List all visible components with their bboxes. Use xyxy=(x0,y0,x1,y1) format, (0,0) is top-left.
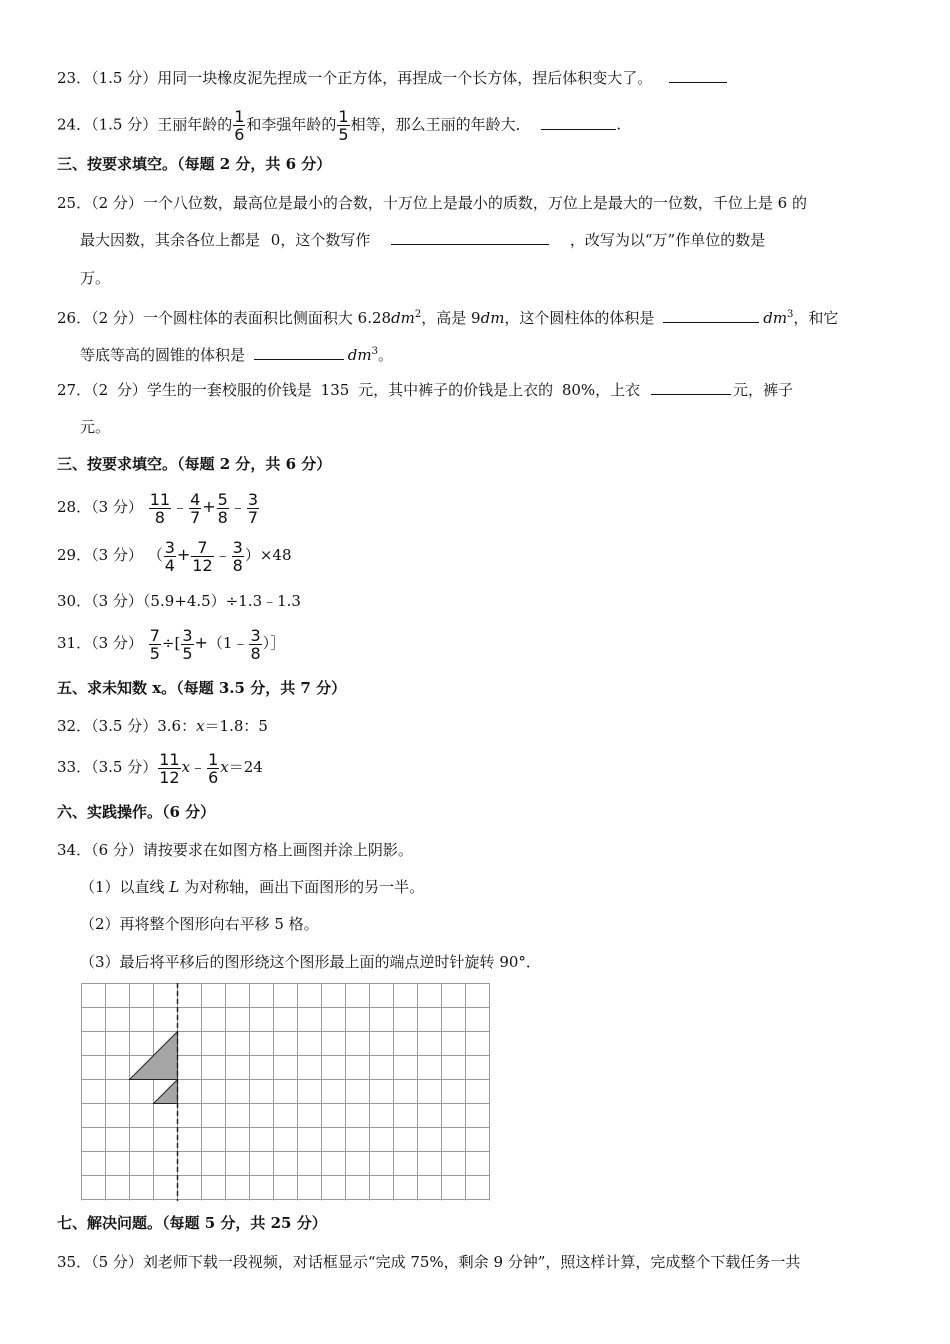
section-heading: 三、按要求填空。（每题 2 分，共 6 分） xyxy=(57,155,332,173)
unit: dm xyxy=(347,346,372,364)
square-grid-figure[interactable] xyxy=(81,983,491,1201)
question-number: 29． xyxy=(57,546,92,564)
question-32 xyxy=(57,716,268,736)
question-text: （2 分）一个圆柱体的表面积比侧面积大 6.28 xyxy=(91,309,392,327)
fraction: $\frac{3}{7}$ xyxy=(247,489,259,527)
fraction: $\frac{11}{8}$ xyxy=(149,489,171,527)
question-text: ，改写为以“万”作单位的数是 xyxy=(569,231,766,249)
question-text: （2 分）一个八位数，最高位是最小的合数，十万位上是最小的质数，万位上是最大的一位数，千位上是 6 的 xyxy=(91,194,807,212)
question-text: 等底等高的圆锥的体积是 xyxy=(80,346,246,364)
question-text: ＝1.8：5 xyxy=(204,717,268,735)
question-26 xyxy=(57,305,838,328)
section-heading: 七、解决问题。（每题 5 分，共 25 分） xyxy=(57,1214,327,1232)
answer-blank[interactable] xyxy=(541,115,616,130)
period: 。 xyxy=(378,346,394,364)
question-number: 27． xyxy=(57,381,92,399)
fraction: $\frac{7}{12}$ xyxy=(192,537,213,575)
answer-blank[interactable] xyxy=(391,230,549,245)
section-heading: 五、求未知数 x。（每题 3.5 分，共 7 分） xyxy=(57,679,347,697)
question-25-line-2 xyxy=(80,230,765,250)
fraction: $\frac{3}{8}$ xyxy=(250,625,261,663)
fraction: $\frac{3}{8}$ xyxy=(232,537,243,575)
question-text: （3.5 分）3.6： xyxy=(91,717,197,735)
variable: x xyxy=(220,758,229,776)
question-number: 34． xyxy=(57,841,92,859)
question-number: 31． xyxy=(57,634,92,652)
question-text: ）×48 xyxy=(244,546,292,564)
fraction: $\frac{1}{5}$ xyxy=(338,107,349,144)
question-35 xyxy=(57,1252,800,1272)
fraction: $\frac{1}{6}$ xyxy=(234,107,245,144)
unit: dm xyxy=(763,309,788,327)
question-text: （5 分）刘老师下载一段视频，对话框显示“完成 75%，剩余 9 分钟”，照这样计算，完成整个下载任务一共 xyxy=(91,1253,801,1271)
question-text: ，这个圆柱体的体积是 xyxy=(504,309,655,327)
grid-lines xyxy=(82,984,490,1201)
exponent: 3 xyxy=(371,346,378,357)
question-text: 和李强年龄的 xyxy=(246,115,337,134)
variable: x xyxy=(181,758,191,776)
unit: dm xyxy=(480,309,505,327)
question-text: ＝24 xyxy=(228,758,263,776)
question-text: 最大因数，其余各位上都是 0，这个数写作 xyxy=(80,231,371,249)
question-34-step-2: （2）再将整个图形向右平移 5 格。 xyxy=(80,915,319,933)
question-number: 25． xyxy=(57,194,92,212)
exponent: 2 xyxy=(414,309,422,320)
fraction: $\frac{4}{7}$ xyxy=(190,489,201,527)
question-score: （3 分） xyxy=(91,546,143,564)
period: . xyxy=(616,115,622,134)
question-text: （1.5 分）用同一块橡皮泥先捏成一个正方体，再捏成一个长方体，捏后体积变大了。 xyxy=(91,69,653,87)
question-number: 33． xyxy=(57,758,92,776)
question-number: 30． xyxy=(57,592,92,610)
axis-label: L xyxy=(169,878,180,896)
fraction: $\frac{11}{12}$ xyxy=(159,749,180,787)
question-text: （2 分）学生的一套校服的价钱是 135 元，其中裤子的价钱是上衣的 80%，上衣 xyxy=(91,381,641,399)
question-text: 元，裤子 xyxy=(732,381,793,399)
question-number: 23． xyxy=(57,69,92,87)
exponent: 3 xyxy=(787,309,794,320)
question-25-line-3: 万。 xyxy=(80,269,111,287)
question-33: 33．（3.5 分） $\frac{11}{12}$ x﹣ $\frac{1}{6}$ x＝24 xyxy=(57,749,263,787)
question-30 xyxy=(57,591,301,611)
question-23 xyxy=(57,68,727,88)
question-number: 26． xyxy=(57,309,92,327)
question-number: 35． xyxy=(57,1253,92,1271)
answer-blank[interactable] xyxy=(669,68,727,83)
question-27 xyxy=(57,380,793,400)
fraction: $\frac{1}{6}$ xyxy=(208,749,219,787)
shaded-triangle-small xyxy=(154,1080,178,1104)
question-number: 28． xyxy=(57,498,92,516)
question-text: （1.5 分）王丽年龄的 xyxy=(91,115,233,134)
question-number: 32． xyxy=(57,717,92,735)
question-31: 31．（3 分） $\frac{7}{5}$ ÷[ $\frac{3}{5}$ +（1﹣ $\frac{3}{8}$ ）］ xyxy=(57,625,286,663)
fraction: $\frac{3}{4}$ xyxy=(164,537,175,575)
question-28: 28．（3 分） $\frac{11}{8}$ ﹣ $\frac{4}{7}$ + $\frac{5}{8}$ ﹣ $\frac{3}{7}$ xyxy=(57,489,259,527)
question-34-step-1: （1）以直线 L 为对称轴，画出下面图形的另一半。 xyxy=(80,878,425,896)
section-heading: 三、按要求填空。（每题 2 分，共 6 分） xyxy=(57,455,332,473)
question-text: 相等，那么王丽的年龄大． xyxy=(350,115,531,134)
answer-blank[interactable] xyxy=(663,308,759,323)
variable: x xyxy=(196,717,205,735)
section-heading: 六、实践操作。（6 分） xyxy=(57,803,216,821)
question-score: （3 分） xyxy=(91,498,143,516)
question-score: （3 分） xyxy=(91,634,143,652)
fraction: $\frac{5}{8}$ xyxy=(217,489,228,527)
answer-blank[interactable] xyxy=(651,380,731,395)
question-score: （3.5 分） xyxy=(91,758,158,776)
answer-blank[interactable] xyxy=(254,345,344,360)
question-24 xyxy=(57,108,621,143)
question-34 xyxy=(57,840,413,860)
unit: dm xyxy=(391,309,415,327)
question-text: （3 分）（5.9+4.5）÷1.3﹣1.3 xyxy=(91,592,301,610)
question-34-step-3: （3）最后将平移后的图形绕这个图形最上面的端点逆时针旋转 90°． xyxy=(80,953,541,971)
question-text: ，高是 9 xyxy=(421,309,481,327)
question-26-line-2 xyxy=(80,342,393,365)
question-number: 24． xyxy=(57,115,92,134)
question-text: ，和它 xyxy=(793,309,839,327)
question-27-line-2: 元。 xyxy=(80,418,111,436)
fraction: $\frac{3}{5}$ xyxy=(182,625,193,663)
question-text: （6 分）请按要求在如图方格上画图并涂上阴影。 xyxy=(91,841,413,859)
question-29: 29．（3 分） （ $\frac{3}{4}$ + $\frac{7}{12}$ ﹣ $\frac{3}{8}$ ）×48 xyxy=(57,537,292,575)
question-25 xyxy=(57,193,807,213)
fraction: $\frac{7}{5}$ xyxy=(149,625,160,663)
